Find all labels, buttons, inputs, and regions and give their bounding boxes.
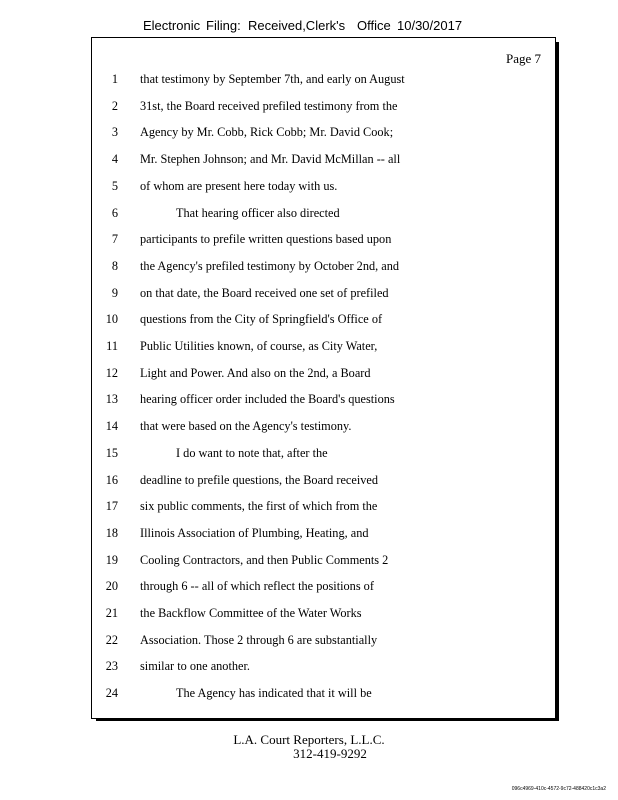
line-text: of whom are present here today with us. [140,178,338,193]
line-text: the Backflow Committee of the Water Works [140,606,362,620]
line-text: Light and Power. And also on the 2nd, a Board [140,365,371,380]
line-number: 19 [105,552,118,567]
line-number: 8 [111,258,118,273]
line-text: Illinois Association of Plumbing, Heating, and [140,525,369,540]
line-number: 14 [105,419,118,434]
line-number: 22 [105,632,118,647]
header-filing: Filing: [206,18,241,33]
line-text: on that date, the Board received one set of prefiled [140,285,389,300]
footer [0,733,618,761]
line-text: through 6 -- all of which reflect the positions of [140,579,374,594]
line-number: 23 [105,659,118,674]
line-number: 7 [111,232,118,247]
line-text: Public Utilities known, of course, as City Water, [140,339,378,353]
line-text: That hearing officer also directed [176,205,340,220]
line-number: 15 [105,445,118,460]
line-number: 10 [105,312,118,327]
footer-phone: 312-419-9292 [293,746,367,761]
line-text: that were based on the Agency's testimony. [140,419,352,434]
header-received: Received,Clerk's [248,18,346,33]
footer-company: L.A. Court Reporters, L.L.C. [233,732,385,747]
header-date: 10/30/2017 [397,18,463,33]
line-number: 6 [111,205,118,220]
line-text: I do want to note that, after the [176,445,328,460]
transcript-page [91,37,556,719]
line-number: 2 [111,98,118,113]
line-number: 18 [105,525,118,540]
line-number: 1 [111,72,118,86]
line-text: Cooling Contractors, and then Public Comments 2 [140,552,389,567]
frame-shadow-right [556,42,559,720]
line-number: 21 [105,606,118,620]
filing-header [0,18,618,36]
line-number: 20 [105,579,118,594]
page-number: Page 7 [505,51,541,66]
line-text: 31st, the Board received prefiled testimony from the [140,98,398,113]
line-number: 16 [105,472,118,487]
line-text: questions from the City of Springfield's Office of [140,312,383,327]
line-number: 13 [105,392,118,407]
line-number: 9 [111,285,118,300]
line-text: hearing officer order included the Board's questions [140,392,395,407]
line-text: similar to one another. [140,659,250,674]
line-text: the Agency's prefiled testimony by October 2nd, and [140,258,400,273]
line-number: 12 [105,365,118,380]
header-office: Office [357,18,391,33]
header-electronic: Electronic [143,18,201,33]
line-number: 11 [106,339,118,353]
line-text: Association. Those 2 through 6 are substantially [140,632,378,647]
line-number: 24 [105,686,118,701]
document-hash: 096c4969-410c-4572-9c72-488420c1c3a2 [511,786,606,792]
line-text: six public comments, the first of which from the [140,499,378,514]
line-text: participants to prefile written questions based upon [140,232,392,247]
line-text: The Agency has indicated that it will be [176,686,372,701]
line-text: that testimony by September 7th, and early on August [140,72,405,86]
line-number: 5 [111,178,118,193]
line-number: 4 [111,152,118,167]
line-text: Mr. Stephen Johnson; and Mr. David McMillan -- all [140,152,401,167]
line-text: deadline to prefile questions, the Board received [140,472,378,487]
line-text: Agency by Mr. Cobb, Rick Cobb; Mr. David Cook; [140,125,394,140]
line-number: 17 [105,499,118,514]
line-number: 3 [111,125,118,140]
